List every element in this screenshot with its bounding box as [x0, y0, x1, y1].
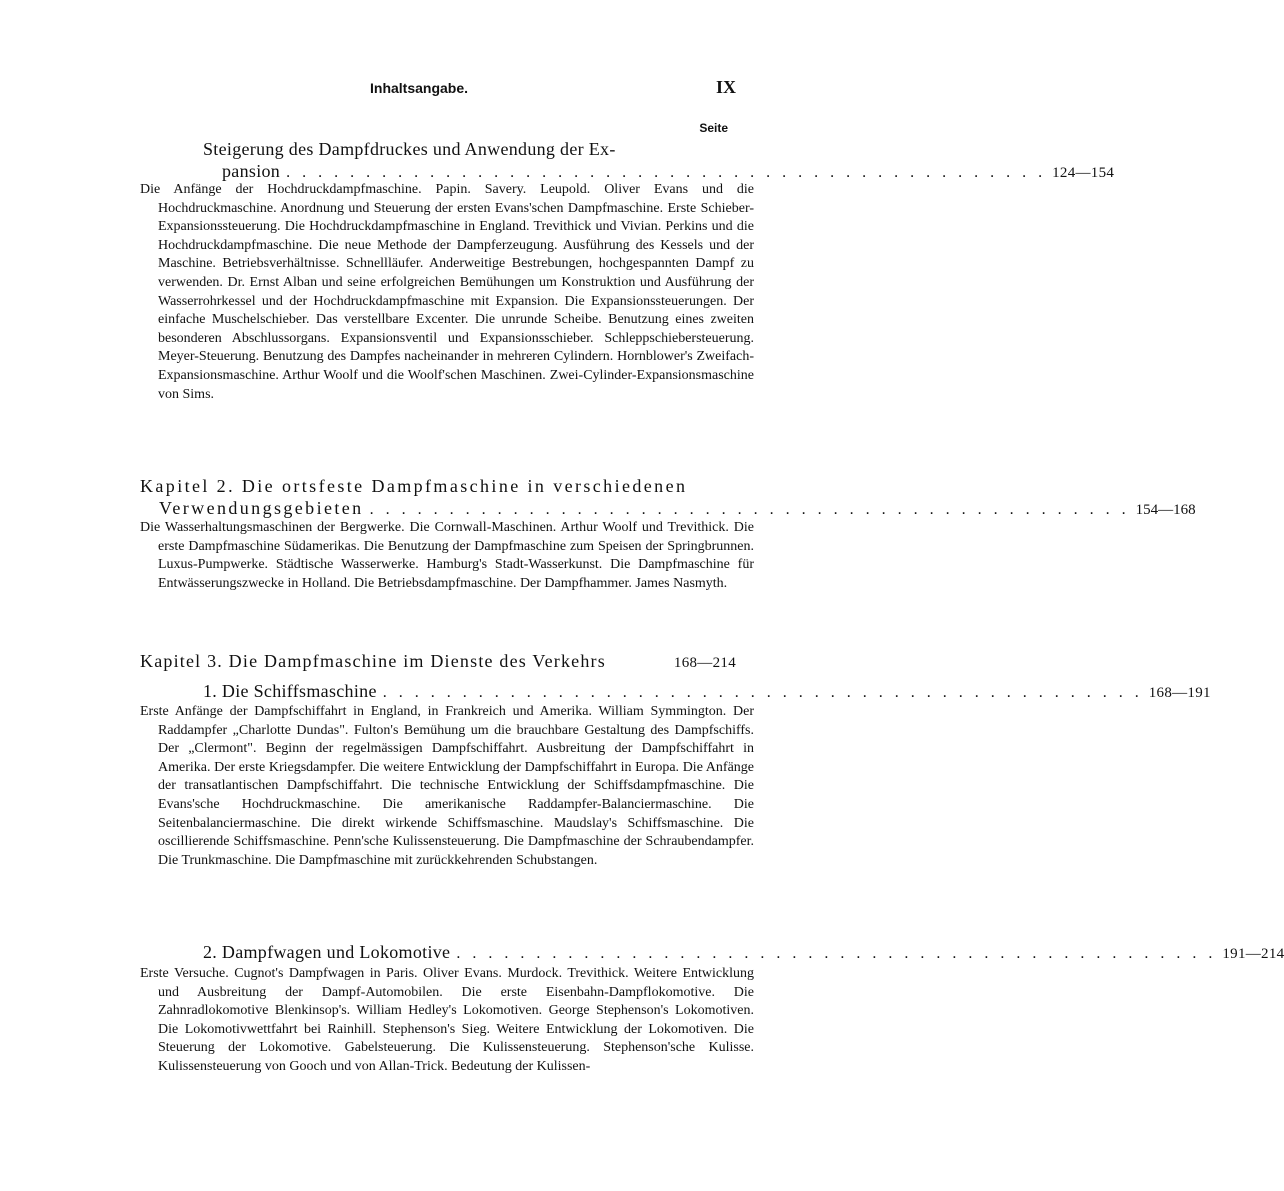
toc-entry-heading: [203, 138, 1115, 184]
chapter-title: Kapitel 3. Die Dampfmaschine im Dienste des Verkehrs: [140, 651, 606, 671]
toc-entry-summary: Die Wasserhaltungsmaschinen der Bergwerke. Die Cornwall-Maschinen. Arthur Woolf und Trevithick. Die erste Dampfmaschine Südamerikas. Die Benutzung der Dampfmaschine zum Speisen der Springbrunnen. Luxus-Pumpwerke. Städtische Wasserwerke. Hamburg's Stadt-Wasserkunst. Die Dampfmaschine für Entwässerungszwecke in Holland. Die Betriebsdampfmaschine. Der Dampfhammer. James Nasmyth.: [140, 520, 754, 591]
page-range: 154—168: [1135, 502, 1196, 518]
seite-column-label: Seite: [699, 121, 728, 135]
subsection-title: 2. Dampfwagen und Lokomotive: [203, 942, 451, 962]
heading-line: Steigerung des Dampfdruckes und Anwendung der Ex-: [203, 139, 616, 159]
heading-leader-line: [203, 680, 1211, 704]
toc-entry-summary: Die Anfänge der Hochdruckdampfmaschine. Papin. Savery. Leupold. Oliver Evans und die Hochdruckmaschine. Anordnung und Steuerung der ersten Evans'schen Dampfmaschine. Erste Schieber-Expansionssteuerung. Die Hochdruckdampfmaschine in England. Trevithick und Vivian. Perkins und die Hochdruckdampfmaschine. Die neue Methode der Dampferzeugung. Ausführung des Kessels und der Maschine. Betriebsverhältnisse. Schnellläufer. Anderweitige Bestrebungen, hochgespannten Dampf zu verwenden. Dr. Ernst Alban und seine erfolgreichen Bemühungen um Konstruktion und Ausführung der Wasserrohrkessel und der Hochdruckdampfmaschine mit Expansion. Die Expansionssteuerungen. Der einfache Muschelschieber. Das verstellbare Excenter. Die unrunde Scheibe. Benutzung eines zweiten besonderen Abschlussorgans. Expansionsventil und Expansionsschieber. Schleppschiebersteuerung. Meyer-Steuerung. Benutzung des Dampfes nacheinander in mehreren Cylindern. Hornblower's Zweifach-Expansionsmaschine. Arthur Woolf und die Woolf'schen Maschinen. Zwei-Cylinder-Expansionsmaschine von Sims.: [140, 182, 754, 402]
page-range: 168—214: [673, 655, 736, 671]
heading-line-continued: pansion: [222, 161, 281, 181]
dot-leader: . . . . . . . . . . . . . . . . . . . . . . . . . . . . . . . . . . . . . . . . . . . . . . . .: [382, 684, 1143, 701]
page-range: 191—214: [1222, 946, 1284, 962]
toc-entry-summary: Erste Anfänge der Dampfschiffahrt in England, in Frankreich und Amerika. William Symmington. Der Raddampfer „Charlotte Dundas". Fulton's Bemühung um die brauchbare Gestaltung des Dampfschiffs. Der „Clermont". Beginn der regelmässigen Dampfschiffahrt. Ausbreitung der Dampfschiffahrt in Amerika. Der erste Kriegsdampfer. Die weitere Entwicklung der Dampfschiffahrt in Europa. Die Anfänge der transatlantischen Dampfschiffahrt. Die technische Entwicklung der Schiffsdampfmaschine. Die Evans'sche Hochdruckmaschine. Die amerikanische Raddampfer-Balanciermaschine. Die Seitenbalanciermaschine. Die direkt wirkende Schiffsmaschine. Maudslay's Schiffsmaschine. Die oscillierende Schiffsmaschine. Penn'sche Kulissensteuerung. Die Dampfmaschine der Schraubendampfer. Die Trunkmaschine. Die Dampfmaschine mit zurückkehrenden Schubstangen.: [140, 704, 754, 868]
dot-leader: . . . . . . . . . . . . . . . . . . . . . . . . . . . . . . . . . . . . . . . . . . . . . . . .: [369, 501, 1130, 518]
running-head: [140, 77, 736, 100]
page-range: 124—154: [1052, 165, 1115, 181]
toc-entry-summary: Erste Versuche. Cugnot's Dampfwagen in Paris. Oliver Evans. Murdock. Trevithick. Weitere Entwicklung und Ausbreitung der Dampf-Automobilen. Die erste Eisenbahn-Dampflokomotive. Die Zahnradlokomotive Blenkinsop's. William Hedley's Lokomotiven. George Stephenson's Lokomotiven. Die Lokomotivwettfahrt bei Rainhill. Stephenson's Sieg. Weitere Entwicklung der Lokomotiven. Die Steuerung der Lokomotive. Gabelsteuerung. Die Kulissensteuerung. Stephenson'sche Kulisse. Kulissensteuerung von Gooch und von Allan-Trick. Bedeutung der Kulissen-: [140, 966, 754, 1074]
heading-line-continued: Verwendungsgebieten: [159, 498, 364, 518]
dot-leader: . . . . . . . . . . . . . . . . . . . . . . . . . . . . . . . . . . . . . . . . . . . . . . . .: [456, 945, 1217, 962]
page-range: 168—191: [1148, 685, 1211, 701]
subsection-title: 1. Die Schiffsmaschine: [203, 681, 377, 701]
dot-leader: . . . . . . . . . . . . . . . . . . . . . . . . . . . . . . . . . . . . . . . . . . . . . . . .: [286, 164, 1047, 181]
toc-chapter-heading: [140, 650, 736, 674]
heading-leader-line: [140, 497, 1196, 521]
toc-subsection-heading: [203, 680, 1211, 704]
page-number: IX: [715, 77, 736, 97]
toc-chapter-heading: [140, 475, 1196, 521]
running-title: Inhaltsangabe.: [370, 80, 469, 96]
heading-leader-line: [203, 941, 1284, 965]
toc-subsection-heading: [203, 941, 1284, 965]
heading-leader-line: [140, 650, 736, 674]
heading-line: Kapitel 2. Die ortsfeste Dampfmaschine in verschiedenen: [140, 476, 688, 496]
